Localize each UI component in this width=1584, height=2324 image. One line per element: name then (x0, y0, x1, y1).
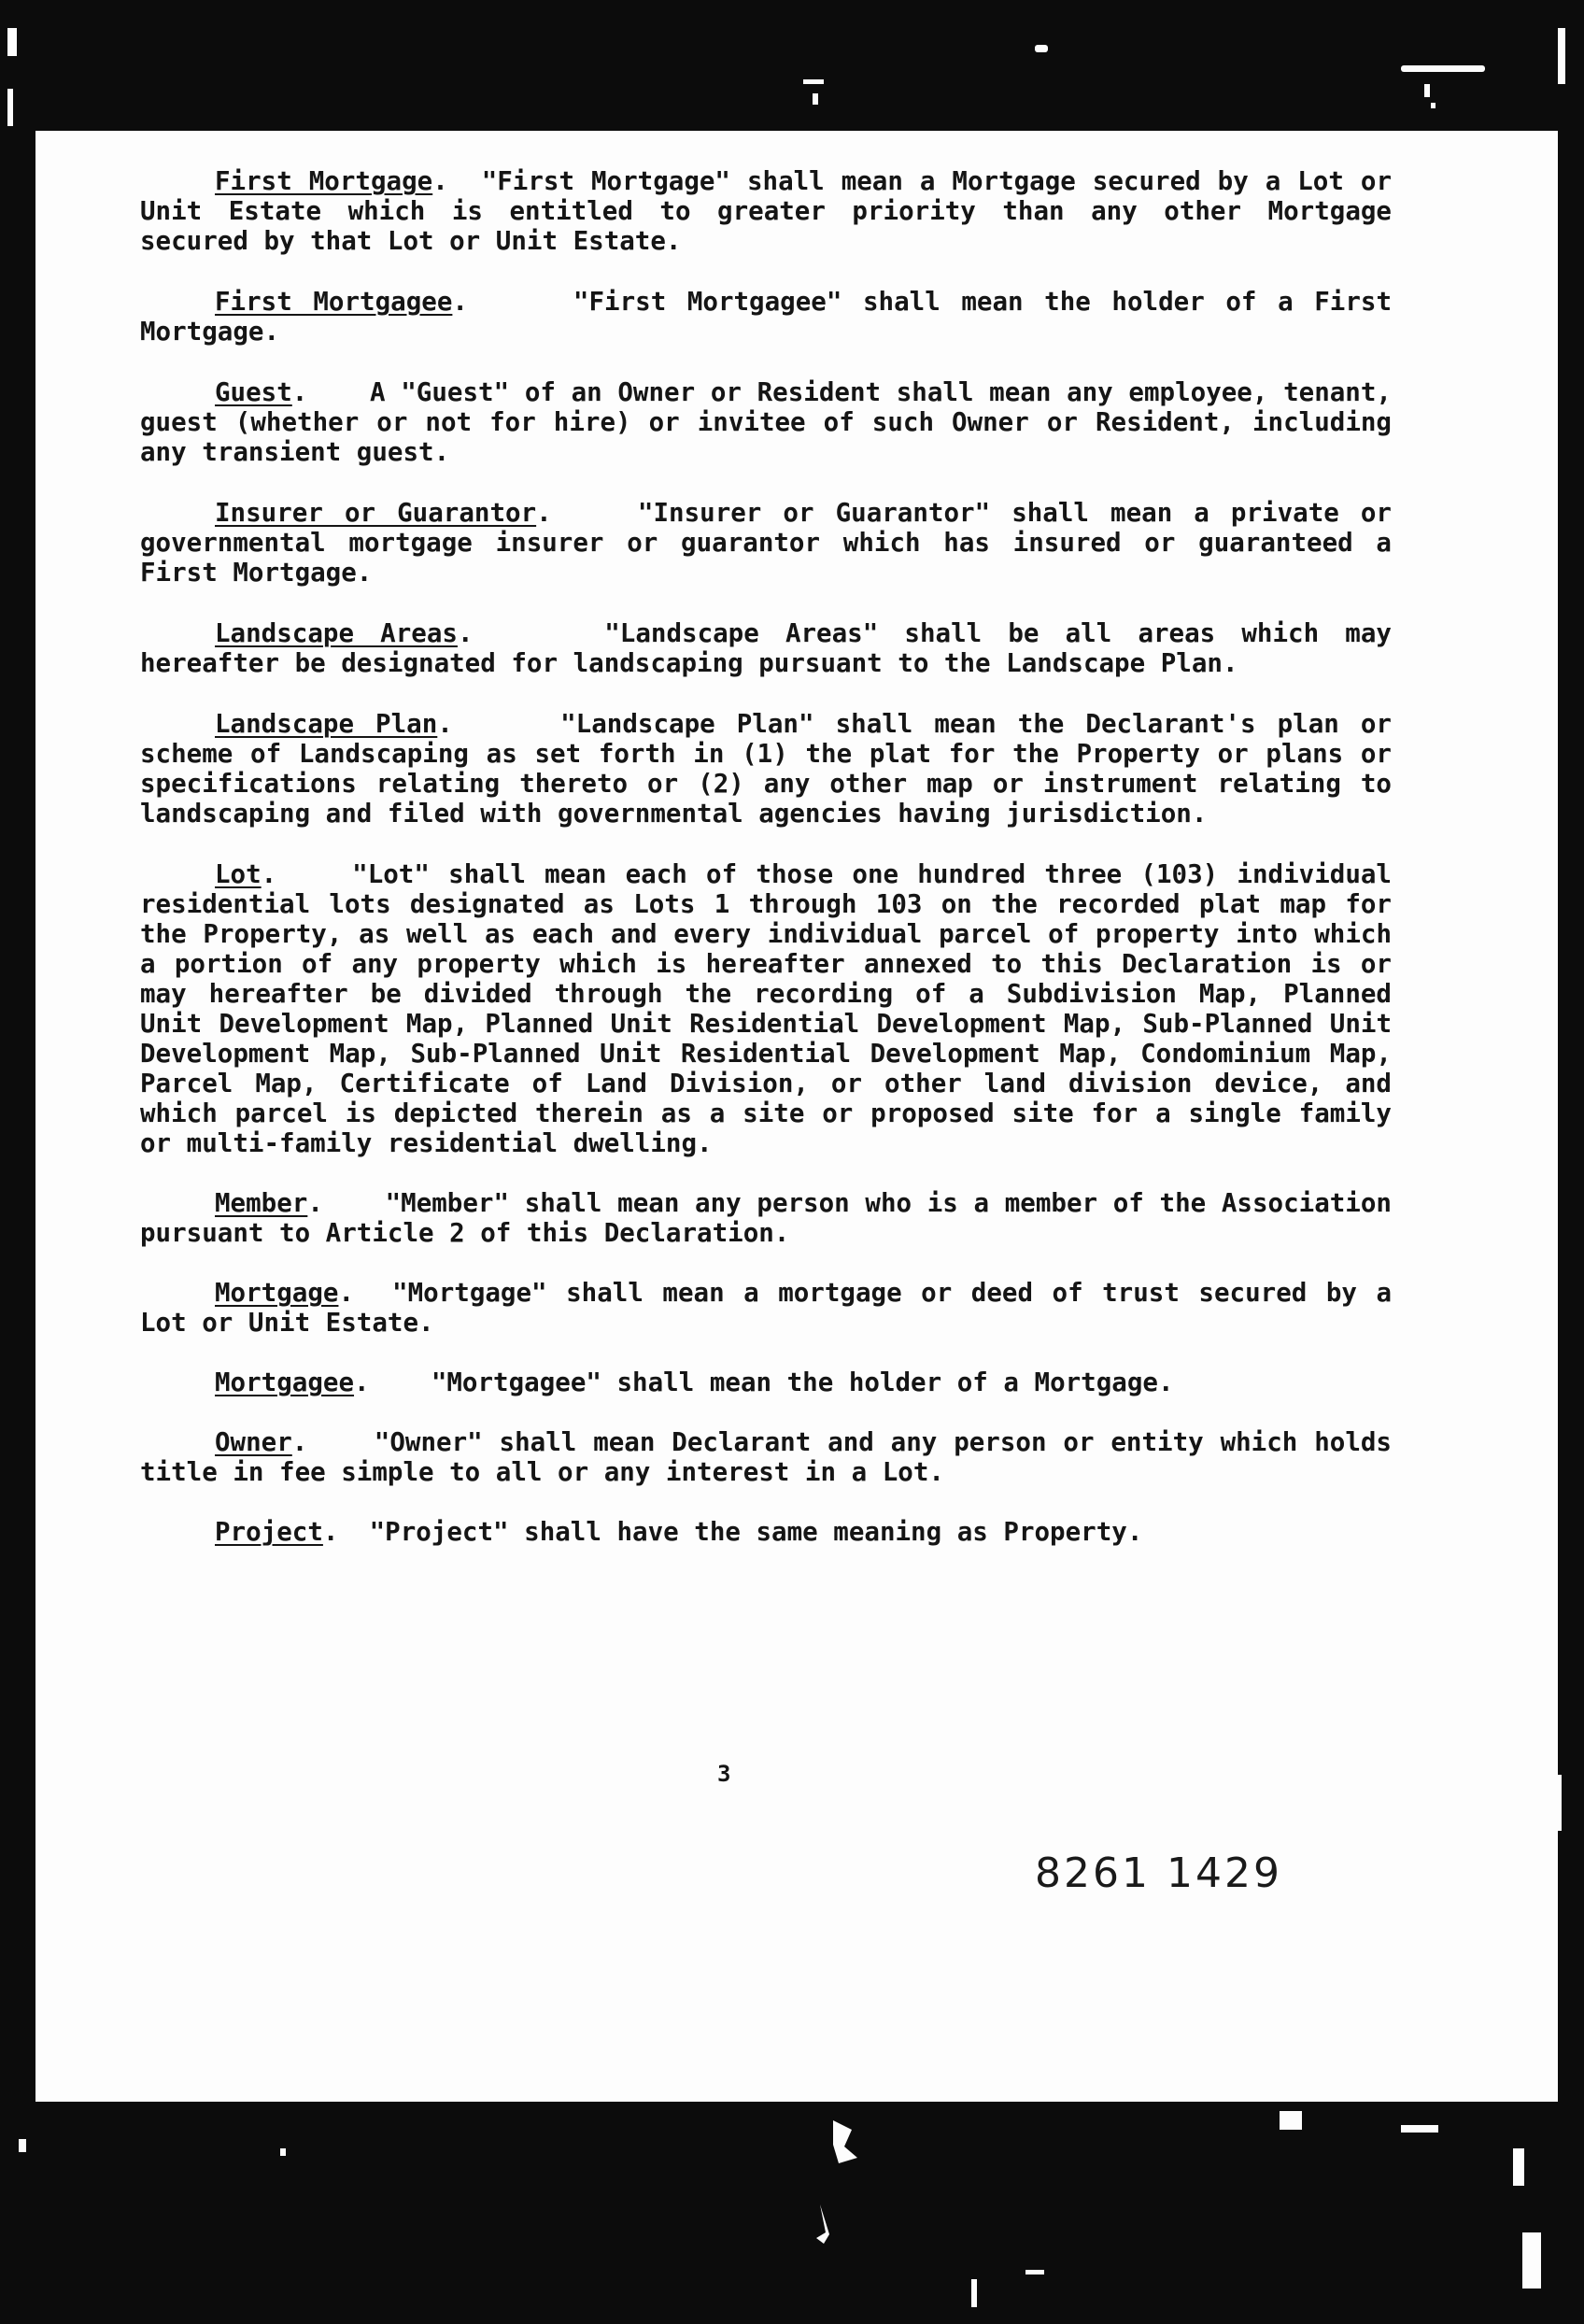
definition-first-mortgage: First Mortgage. "First Mortgage" shall mean a Mortgage secured by a Lot or Unit Estate which is entitled to greater priority than any other Mortgage secured by that Lot or Unit Estate. (140, 166, 1392, 256)
definition-term: Landscape Plan (215, 709, 438, 739)
definition-term: Insurer or Guarantor (215, 498, 537, 528)
definition-term: First Mortgage (215, 166, 433, 196)
definition-term: Mortgage (215, 1278, 339, 1308)
definition-text: "Lot" shall mean each of those one hundred three (103) individual residential lots designated as Lots 1 through 103 on the recorded plat map for the Property, as well as each and every individual parcel of property into which a portion of any property which is hereafter annexed to this Declaration is or may hereafter be divided through the recording of a Subdivision Map, Planned Unit Development Map, Planned Unit Residential Development Map, Sub-Planned Unit Development Map, Sub-Planned Unit Residential Development Map, Condominium Map, Parcel Map, Certificate of Land Division, or other land division device, and which parcel is depicted therein as a site or proposed site for a single family or multi-family residential dwelling. (140, 859, 1392, 1158)
definition-lot: Lot. "Lot" shall mean each of those one hundred three (103) individual residential lots designated as Lots 1 through 103 on the recorded plat map for the Property, as well as each and every individual parcel of property into which a portion of any property which is hereafter annexed to this Declaration is or may hereafter be divided through the recording of a Subdivision Map, Planned Unit Development Map, Planned Unit Residential Development Map, Sub-Planned Unit Development Map, Sub-Planned Unit Residential Development Map, Condominium Map, Parcel Map, Certificate of Land Division, or other land division device, and which parcel is depicted therein as a site or proposed site for a single family or multi-family residential dwelling. (140, 859, 1392, 1158)
speck (1513, 2148, 1524, 2186)
speck (7, 28, 17, 56)
definition-member: Member. "Member" shall mean any person who is a member of the Association pursuant to Article 2 of this Declaration. (140, 1188, 1392, 1248)
definition-text: "First Mortgagee" shall mean the holder of a First Mortgage. (140, 287, 1392, 347)
definition-text: "Landscape Plan" shall mean the Declarant's plan or scheme of Landscaping as set forth in (1) the plat for the Property or plans or specifications relating thereto or (2) any other map or instrument relating to landscaping and filed with governmental agencies having jurisdiction. (140, 709, 1392, 829)
speck (1424, 84, 1430, 97)
definition-owner: Owner. "Owner" shall mean Declarant and any person or entity which holds title in fee simple to all or any interest in a Lot. (140, 1427, 1392, 1487)
definition-landscape-plan: Landscape Plan. "Landscape Plan" shall mean the Declarant's plan or scheme of Landscaping as set forth in (1) the plat for the Property or plans or specifications relating thereto or (2) any other map or instrument relating to landscaping and filed with governmental agencies having jurisdiction. (140, 709, 1392, 829)
book-page-stamp: 8261 1429 (1035, 1849, 1282, 1897)
definition-text: A "Guest" of an Owner or Resident shall mean any employee, tenant, guest (whether or not for hire) or invitee of such Owner or Resident, including any transient guest. (140, 377, 1392, 467)
definitions-list (140, 166, 1392, 1547)
speck (971, 2279, 977, 2307)
definition-mortgagee: Mortgagee. "Mortgagee" shall mean the holder of a Mortgage. (215, 1367, 1174, 1397)
speck (1558, 28, 1565, 84)
definition-insurer-or-guarantor: Insurer or Guarantor. "Insurer or Guarantor" shall mean a private or governmental mortgage insurer or guarantor which has insured or guaranteed a First Mortgage. (140, 498, 1392, 588)
speck (1401, 65, 1485, 72)
speck (1522, 2232, 1541, 2289)
page-number: 3 (717, 1761, 731, 1787)
speck (19, 2139, 26, 2152)
definition-term: Mortgagee (215, 1367, 355, 1397)
definition-text: "Member" shall mean any person who is a member of the Association pursuant to Article 2 of this Declaration. (140, 1188, 1392, 1248)
definition-text: "Landscape Areas" shall be all areas which may hereafter be designated for landscaping pursuant to the Landscape Plan. (140, 618, 1392, 678)
speck (1431, 103, 1436, 108)
definition-text: "Mortgage" shall mean a mortgage or deed of trust secured by a Lot or Unit Estate. (140, 1278, 1392, 1338)
definition-text: "Mortgagee" shall mean the holder of a Mortgage. (431, 1367, 1174, 1397)
definition-first-mortgagee: First Mortgagee. "First Mortgagee" shall mean the holder of a First Mortgage. (140, 287, 1392, 347)
speck (833, 2120, 857, 2163)
definition-term: Guest (215, 377, 292, 407)
speck (1035, 45, 1048, 52)
definition-term: Project (215, 1517, 323, 1547)
definition-landscape-areas: Landscape Areas. "Landscape Areas" shall be all areas which may hereafter be designated for landscaping pursuant to the Landscape Plan. (140, 618, 1392, 678)
definition-text: "Project" shall have the same meaning as Property. (369, 1517, 1143, 1547)
definition-term: First Mortgagee (215, 287, 453, 317)
definition-term: Lot (215, 859, 262, 889)
speck (803, 79, 824, 84)
speck (7, 89, 13, 126)
speck (1401, 2125, 1438, 2133)
speck (1025, 2270, 1044, 2274)
speck (280, 2148, 286, 2156)
speck (816, 2204, 829, 2244)
speck (813, 93, 818, 105)
definition-term: Landscape Areas (215, 618, 458, 648)
speck (1280, 2111, 1302, 2130)
definition-mortgage: Mortgage. "Mortgage" shall mean a mortgage or deed of trust secured by a Lot or Unit Estate. (140, 1278, 1392, 1338)
definition-term: Owner (215, 1427, 292, 1457)
definition-text: "Insurer or Guarantor" shall mean a private or governmental mortgage insurer or guarantor which has insured or guaranteed a First Mortgage. (140, 498, 1392, 588)
definition-term: Member (215, 1188, 308, 1218)
definition-text: "First Mortgage" shall mean a Mortgage secured by a Lot or Unit Estate which is entitled to greater priority than any other Mortgage secured by that Lot or Unit Estate. (140, 166, 1392, 256)
definition-guest: Guest. A "Guest" of an Owner or Resident shall mean any employee, tenant, guest (whether or not for hire) or invitee of such Owner or Resident, including any transient guest. (140, 377, 1392, 467)
definition-text: "Owner" shall mean Declarant and any person or entity which holds title in fee simple to all or any interest in a Lot. (140, 1427, 1392, 1487)
definition-project: Project. "Project" shall have the same meaning as Property. (215, 1517, 1143, 1547)
